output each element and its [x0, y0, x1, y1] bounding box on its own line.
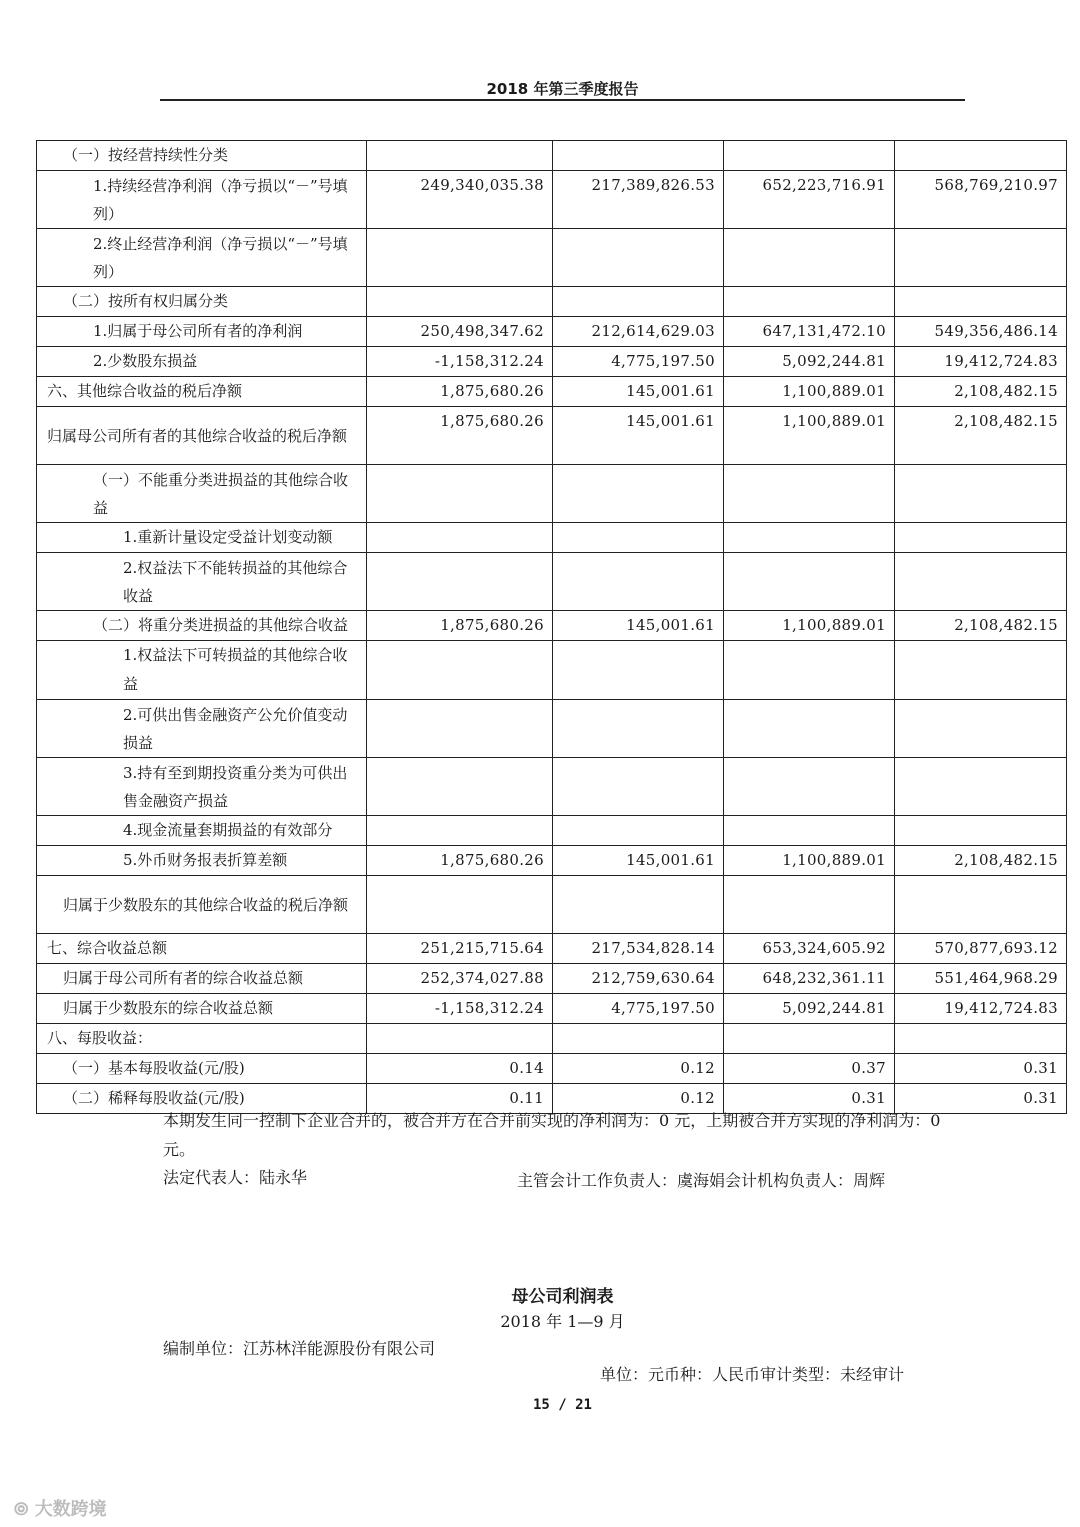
row-label: 归属于母公司所有者的综合收益总额	[37, 964, 367, 994]
value-cell: 145,001.61	[553, 611, 724, 641]
value-cell	[895, 641, 1067, 700]
value-cell: 648,232,361.11	[724, 964, 895, 994]
unit-currency-audit: 单位：元币种：人民币审计类型：未经审计	[600, 1365, 905, 1384]
table-row	[37, 846, 1067, 876]
value-cell	[367, 553, 553, 611]
value-cell	[724, 287, 895, 317]
value-cell	[553, 700, 724, 758]
value-cell	[895, 553, 1067, 611]
value-cell	[724, 465, 895, 523]
value-cell	[367, 287, 553, 317]
value-cell	[724, 641, 895, 700]
value-cell: -1,158,312.24	[367, 994, 553, 1024]
value-cell	[553, 641, 724, 700]
parent-income-statement-title: 母公司利润表	[511, 1287, 614, 1307]
value-cell: 0.11	[367, 1084, 553, 1114]
table-row	[37, 700, 1067, 758]
value-cell: 2,108,482.15	[895, 407, 1067, 465]
table-row	[37, 347, 1067, 377]
value-cell	[553, 229, 724, 287]
page-number: 15 / 21	[532, 1397, 592, 1413]
header-rule	[160, 99, 965, 101]
value-cell: 4,775,197.50	[553, 347, 724, 377]
table-row	[37, 317, 1067, 347]
value-cell: 653,324,605.92	[724, 934, 895, 964]
row-label: 七、综合收益总额	[37, 934, 367, 964]
income-statement-rows	[37, 141, 1067, 1114]
table-row	[37, 816, 1067, 846]
statement-period: 2018 年 1—9 月	[500, 1312, 625, 1331]
row-label: 4.现金流量套期损益的有效部分	[37, 816, 367, 846]
weibo-logo-icon: ⦾	[14, 1499, 29, 1520]
value-cell	[367, 700, 553, 758]
value-cell: 0.37	[724, 1054, 895, 1084]
value-cell: 0.14	[367, 1054, 553, 1084]
table-row	[37, 876, 1067, 934]
row-label: 1.重新计量设定受益计划变动额	[37, 523, 367, 553]
value-cell: 1,100,889.01	[724, 407, 895, 465]
value-cell	[895, 229, 1067, 287]
value-cell: -1,158,312.24	[367, 347, 553, 377]
value-cell	[553, 141, 724, 171]
row-label: 1.权益法下可转损益的其他综合收益	[37, 641, 367, 700]
value-cell: 212,759,630.64	[553, 964, 724, 994]
value-cell	[553, 287, 724, 317]
value-cell: 5,092,244.81	[724, 347, 895, 377]
value-cell: 2,108,482.15	[895, 377, 1067, 407]
value-cell: 249,340,035.38	[367, 171, 553, 229]
value-cell: 647,131,472.10	[724, 317, 895, 347]
value-cell	[553, 553, 724, 611]
value-cell	[367, 876, 553, 934]
accounting-heads: 主管会计工作负责人：虞海娟会计机构负责人：周辉	[517, 1171, 886, 1190]
row-label: 归属于少数股东的其他综合收益的税后净额	[37, 876, 367, 934]
value-cell: 1,875,680.26	[367, 846, 553, 876]
table-row	[37, 758, 1067, 816]
row-label: 2.少数股东损益	[37, 347, 367, 377]
value-cell: 1,875,680.26	[367, 611, 553, 641]
table-row	[37, 171, 1067, 229]
value-cell	[724, 523, 895, 553]
value-cell	[724, 553, 895, 611]
value-cell	[367, 229, 553, 287]
table-row	[37, 465, 1067, 523]
row-label: 六、其他综合收益的税后净额	[37, 377, 367, 407]
value-cell: 1,100,889.01	[724, 377, 895, 407]
row-label: 1.归属于母公司所有者的净利润	[37, 317, 367, 347]
value-cell	[367, 816, 553, 846]
row-label: （二）按所有权归属分类	[37, 287, 367, 317]
value-cell: 145,001.61	[553, 377, 724, 407]
table-row	[37, 934, 1067, 964]
table-row	[37, 1054, 1067, 1084]
watermark	[14, 1495, 107, 1521]
value-cell	[724, 816, 895, 846]
value-cell: 5,092,244.81	[724, 994, 895, 1024]
value-cell: 2,108,482.15	[895, 846, 1067, 876]
value-cell	[724, 229, 895, 287]
value-cell	[367, 641, 553, 700]
table-row	[37, 407, 1067, 465]
table-row	[37, 553, 1067, 611]
value-cell	[895, 876, 1067, 934]
row-label: 5.外币财务报表折算差额	[37, 846, 367, 876]
table-row	[37, 287, 1067, 317]
row-label: （一）按经营持续性分类	[37, 141, 367, 171]
value-cell: 551,464,968.29	[895, 964, 1067, 994]
value-cell: 251,215,715.64	[367, 934, 553, 964]
value-cell	[724, 141, 895, 171]
value-cell	[553, 876, 724, 934]
value-cell: 549,356,486.14	[895, 317, 1067, 347]
row-label: （二）稀释每股收益(元/股)	[37, 1084, 367, 1114]
value-cell: 250,498,347.62	[367, 317, 553, 347]
value-cell	[895, 287, 1067, 317]
value-cell: 19,412,724.83	[895, 994, 1067, 1024]
value-cell	[367, 465, 553, 523]
value-cell: 212,614,629.03	[553, 317, 724, 347]
table-row	[37, 964, 1067, 994]
value-cell	[553, 465, 724, 523]
row-label: 归属母公司所有者的其他综合收益的税后净额	[37, 407, 367, 465]
table-row	[37, 523, 1067, 553]
value-cell: 1,875,680.26	[367, 407, 553, 465]
row-label: 1.持续经营净利润（净亏损以“－”号填列）	[37, 171, 367, 229]
value-cell	[367, 1024, 553, 1054]
row-label: 3.持有至到期投资重分类为可供出售金融资产损益	[37, 758, 367, 816]
value-cell	[553, 1024, 724, 1054]
row-label: 2.可供出售金融资产公允价值变动损益	[37, 700, 367, 758]
row-label: 2.权益法下不能转损益的其他综合收益	[37, 553, 367, 611]
table-row	[37, 377, 1067, 407]
value-cell	[367, 141, 553, 171]
value-cell	[724, 1024, 895, 1054]
row-label: （二）将重分类进损益的其他综合收益	[37, 611, 367, 641]
value-cell	[895, 816, 1067, 846]
value-cell	[724, 700, 895, 758]
table-row	[37, 994, 1067, 1024]
preparing-entity: 编制单位：江苏林洋能源股份有限公司	[163, 1339, 436, 1358]
value-cell: 0.31	[895, 1084, 1067, 1114]
legal-representative: 法定代表人：陆永华	[163, 1168, 308, 1187]
value-cell	[895, 141, 1067, 171]
value-cell: 0.31	[724, 1084, 895, 1114]
row-label: （一）不能重分类进损益的其他综合收益	[37, 465, 367, 523]
value-cell	[724, 876, 895, 934]
value-cell: 2,108,482.15	[895, 611, 1067, 641]
value-cell	[553, 816, 724, 846]
merger-note: 本期发生同一控制下企业合并的，被合并方在合并前实现的净利润为：0 元，上期被合并方实现的净利润为：0 元。	[163, 1111, 941, 1159]
value-cell: 1,100,889.01	[724, 846, 895, 876]
table-row	[37, 141, 1067, 171]
value-cell	[553, 523, 724, 553]
value-cell: 0.12	[553, 1084, 724, 1114]
value-cell: 19,412,724.83	[895, 347, 1067, 377]
value-cell: 570,877,693.12	[895, 934, 1067, 964]
row-label: 归属于少数股东的综合收益总额	[37, 994, 367, 1024]
value-cell: 0.12	[553, 1054, 724, 1084]
row-label: 2.终止经营净利润（净亏损以“－”号填列）	[37, 229, 367, 287]
table-row	[37, 229, 1067, 287]
value-cell: 1,100,889.01	[724, 611, 895, 641]
report-header-title: 2018 年第三季度报告	[486, 80, 639, 98]
table-row	[37, 1024, 1067, 1054]
value-cell	[895, 465, 1067, 523]
row-label: （一）基本每股收益(元/股)	[37, 1054, 367, 1084]
value-cell: 145,001.61	[553, 846, 724, 876]
value-cell	[367, 523, 553, 553]
value-cell	[895, 700, 1067, 758]
value-cell: 652,223,716.91	[724, 171, 895, 229]
row-label: 八、每股收益：	[37, 1024, 367, 1054]
value-cell: 568,769,210.97	[895, 171, 1067, 229]
income-statement-table	[36, 140, 1067, 1114]
value-cell: 4,775,197.50	[553, 994, 724, 1024]
watermark-text: 大数跨境	[34, 1499, 107, 1520]
value-cell	[367, 758, 553, 816]
value-cell: 217,389,826.53	[553, 171, 724, 229]
value-cell: 0.31	[895, 1054, 1067, 1084]
value-cell	[553, 758, 724, 816]
value-cell: 145,001.61	[553, 407, 724, 465]
table-row	[37, 611, 1067, 641]
value-cell: 217,534,828.14	[553, 934, 724, 964]
value-cell: 252,374,027.88	[367, 964, 553, 994]
value-cell	[895, 758, 1067, 816]
value-cell: 1,875,680.26	[367, 377, 553, 407]
table-row	[37, 641, 1067, 700]
value-cell	[724, 758, 895, 816]
value-cell	[895, 1024, 1067, 1054]
value-cell	[895, 523, 1067, 553]
